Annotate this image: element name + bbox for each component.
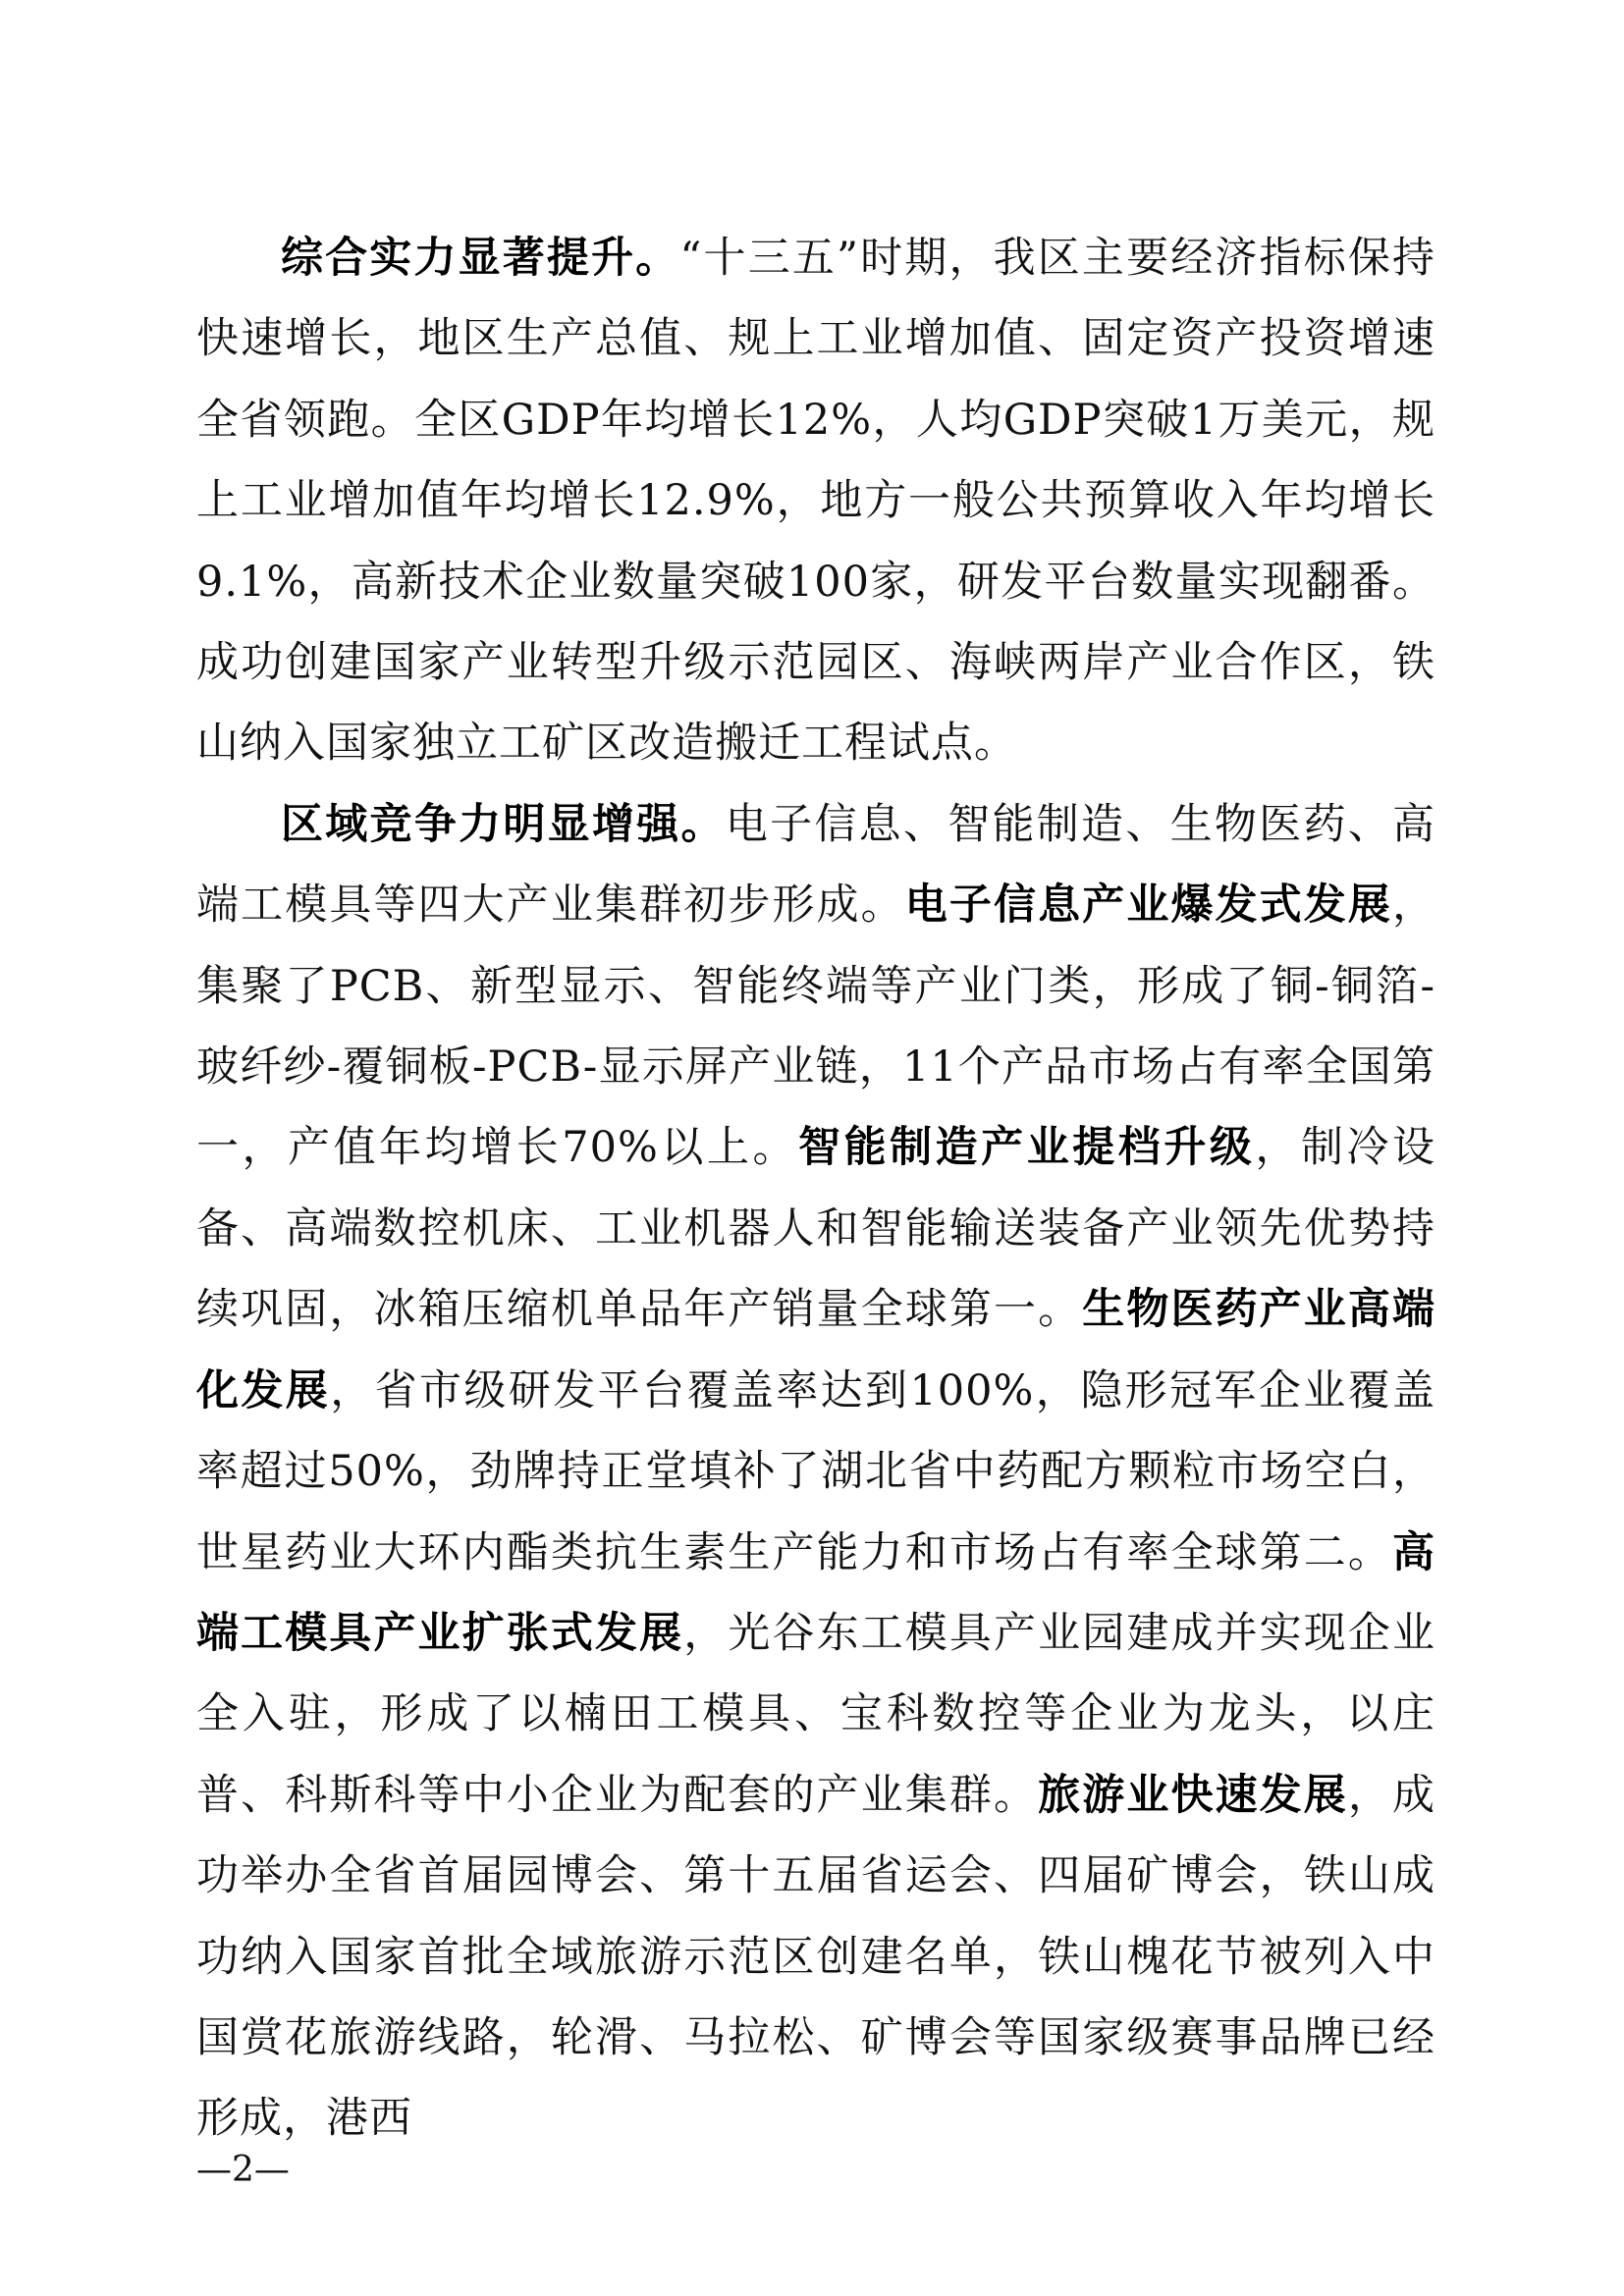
bold-heading-run: 高端工模具产业扩张式发展: [196, 1527, 1435, 1658]
bold-heading-run: 综合实力显著提升。: [281, 234, 680, 283]
body-text: [196, 218, 1435, 2160]
text-run: ，集聚了PCB、新型显示、智能终端等产业门类，形成了铜-铜箔-玻纤纱-覆铜板-PCB-显示屏产业链，11个产品市场占有率全国第一，产值年均增长70%以上。: [196, 881, 1436, 1173]
bold-heading-run: 区域竞争力明显增强。: [281, 799, 726, 849]
text-run: “十三五”时期，我区主要经济指标保持快速增长，地区生产总值、规上工业增加值、固定资产投资增速全省领跑。全区GDP年均增长12%，人均GDP突破1万美元，规上工业增加值年均增长12.9%，地方一般公共预算收入年均增长9.1%，高新技术企业数量突破100家，研发平台数量实现翻番。成功创建国家产业转型升级示范园区、海峡两岸产业合作区，铁山纳入国家独立工矿区改造搬迁工程试点。: [196, 234, 1436, 769]
text-run: 电子信息、智能制造、生物医药、高端工模具等四大产业集群初步形成。: [196, 799, 1436, 931]
bold-heading-run: 电子信息产业爆发式发展: [904, 881, 1393, 931]
text-run: ，省市级研发平台覆盖率达到100%，隐形冠军企业覆盖率超过50%，劲牌持正堂填补了湖北省中药配方颗粒市场空白，世星药业大环内酯类抗生素生产能力和市场占有率全球第二。: [196, 1365, 1436, 1577]
text-run: ，成功举办全省首届园博会、第十五届省运会、四届矿博会，铁山成功纳入国家首批全域旅游示范区创建名单，铁山槐花节被列入中国赏花旅游线路，轮滑、马拉松、矿博会等国家级赛事品牌已经形成，港西: [196, 1770, 1436, 2144]
bold-heading-run: 旅游业快速发展: [1038, 1770, 1348, 1820]
text-run: ，制冷设备、高端数控机床、工业机器人和智能输送装备产业领先优势持续巩固，冰箱压缩机单品年产销量全球第一。: [196, 1123, 1436, 1335]
paragraph: [196, 784, 1435, 2160]
bold-heading-run: 生物医药产业高端化发展: [196, 1285, 1436, 1415]
bold-heading-run: 智能制造产业提档升级: [798, 1123, 1256, 1173]
page-number: —2—: [196, 2150, 290, 2190]
text-run: ，光谷东工模具产业园建成并实现企业全入驻，形成了以楠田工模具、宝科数控等企业为龙头，以庄普、科斯科等中小企业为配套的产业集群。: [196, 1608, 1436, 1820]
paragraph: [196, 218, 1435, 784]
